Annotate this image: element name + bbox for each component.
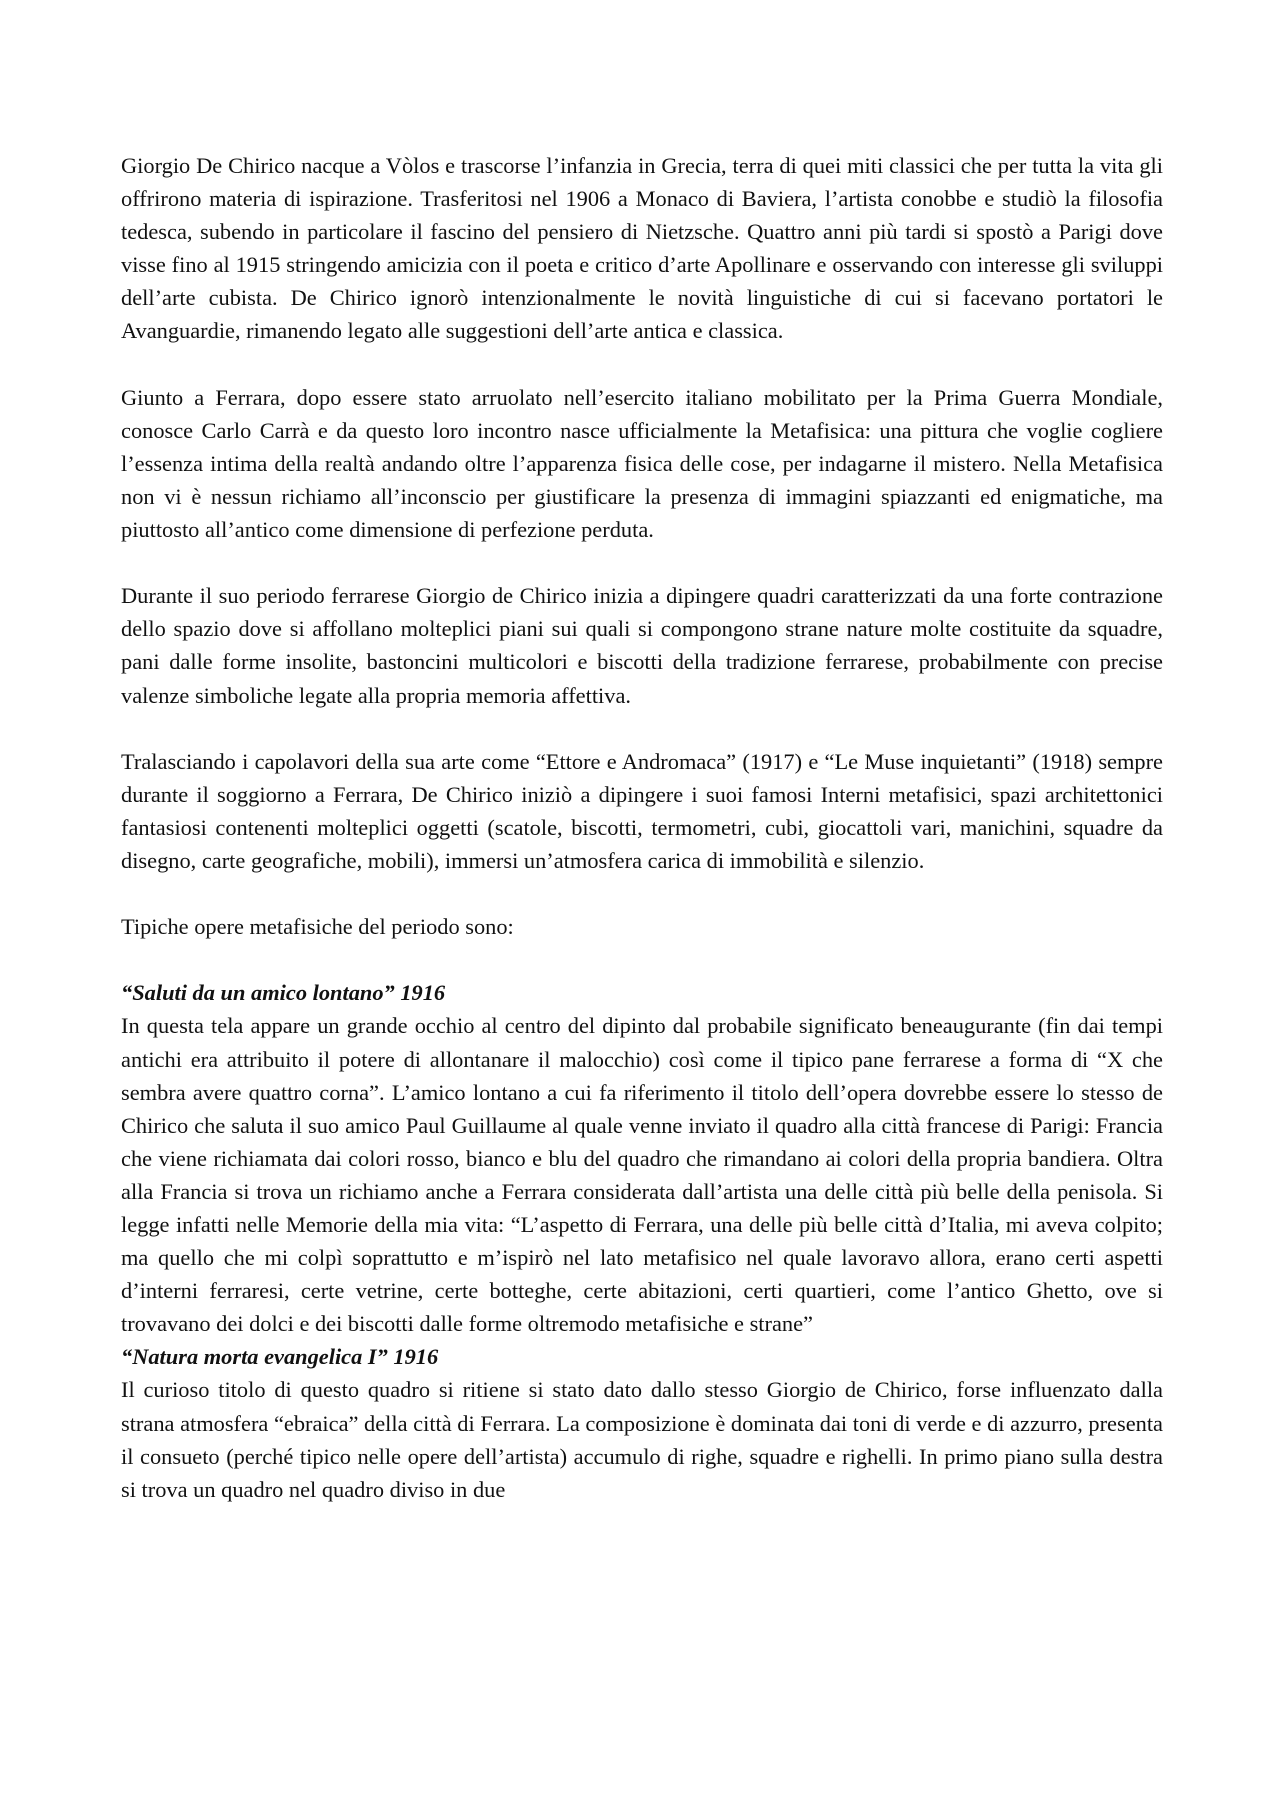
work-title-natura-morta: “Natura morta evangelica I” 1916 — [121, 1344, 439, 1370]
document-page — [121, 149, 1163, 1506]
paragraph-biography: Giorgio De Chirico nacque a Vòlos e trascorse l’infanzia in Grecia, terra di quei miti classici che per tutta la vita gli offrirono materia di ispirazione. Trasferitosi nel 1906 a Monaco di Baviera, l’artista conobbe e studiò la filosofia tedesca, subendo in particolare il fascino del pensiero di Nietzsche. Quattro anni più tardi si spostò a Parigi dove visse fino al 1915 stringendo amicizia con il poeta e critico d’arte Apollinare e osservando con interesse gli sviluppi dell’arte cubista. De Chirico ignorò intenzionalmente le novità linguistiche di cui si facevano portatori le Avanguardie, rimanendo legato alle suggestioni dell’arte antica e classica. — [121, 153, 1163, 344]
work-text-saluti: In questa tela appare un grande occhio al centro del dipinto dal probabile significato beneaugurante (fin dai tempi antichi era attribuito il potere di allontanare il malocchio) così come il tipico pane ferrarese a forma di “X che sembra avere quattro corna”. L’amico lontano a cui fa riferimento il titolo dell’opera dovrebbe essere lo stesso de Chirico che saluta il suo amico Paul Guillaume al quale venne inviato il quadro alla città francese di Parigi: Francia che viene richiamata dai colori rosso, bianco e blu del quadro che rimandano ai colori della propria bandiera. Oltra alla Francia si trova un richiamo anche a Ferrara considerata dall’artista una delle città più belle della penisola. Si legge infatti nelle Memorie della mia vita: “L’aspetto di Ferrara, una delle più belle città d’Italia, mi aveva colpito; ma quello che mi colpì soprattutto e m’ispirò nel lato metafisico nel quale lavoravo allora, erano certi aspetti d’interni ferraresi, certe vetrine, certe botteghe, certe abitazioni, certi quartieri, come l’antico Ghetto, ove si trovavano dei dolci e dei biscotti dalle forme oltremodo metafisiche e strane” — [121, 1013, 1163, 1337]
paragraph-typical-works-intro: Tipiche opere metafisiche del periodo sono: — [121, 914, 514, 940]
paragraph-metaphysical-interiors: Tralasciando i capolavori della sua arte come “Ettore e Andromaca” (1917) e “Le Muse inquietanti” (1918) sempre durante il soggiorno a Ferrara, De Chirico iniziò a dipingere i suoi famosi Interni metafisici, spazi architettonici fantasiosi contenenti molteplici oggetti (scatole, biscotti, termometri, cubi, giocattoli vari, manichini, squadre da disegno, carte geografiche, mobili), immersi un’atmosfera carica di immobilità e silenzio. — [121, 748, 1163, 873]
work-text-natura-morta: Il curioso titolo di questo quadro si ritiene si stato dato dallo stesso Giorgio de Chirico, forse influenzato dalla strana atmosfera “ebraica” della città di Ferrara. La composizione è dominata dai toni di verde e di azzurro, presenta il consueto (perché tipico nelle opere dell’artista) accumulo di righe, squadre e righelli. In primo piano sulla destra si trova un quadro nel quadro diviso in due — [121, 1377, 1163, 1502]
work-title-saluti: “Saluti da un amico lontano” 1916 — [121, 980, 446, 1006]
paragraph-metaphysics-origin: Giunto a Ferrara, dopo essere stato arruolato nell’esercito italiano mobilitato per la Prima Guerra Mondiale, conosce Carlo Carrà e da questo loro incontro nasce ufficialmente la Metafisica: una pittura che voglie cogliere l’essenza intima della realtà andando oltre l’apparenza fisica delle cose, per indagarne il mistero. Nella Metafisica non vi è nessun richiamo all’inconscio per giustificare la presenza di immagini spiazzanti ed enigmatiche, ma piuttosto all’antico come dimensione di perfezione perduta. — [121, 384, 1163, 543]
paragraph-ferrara-period: Durante il suo periodo ferrarese Giorgio de Chirico inizia a dipingere quadri caratterizzati da una forte contrazione dello spazio dove si affollano molteplici piani sui quali si compongono strane nature molte costituite da squadre, pani dalle forme insolite, bastoncini multicolori e biscotti della tradizione ferrarese, probabilmente con precise valenze simboliche legate alla propria memoria affettiva. — [121, 583, 1163, 708]
